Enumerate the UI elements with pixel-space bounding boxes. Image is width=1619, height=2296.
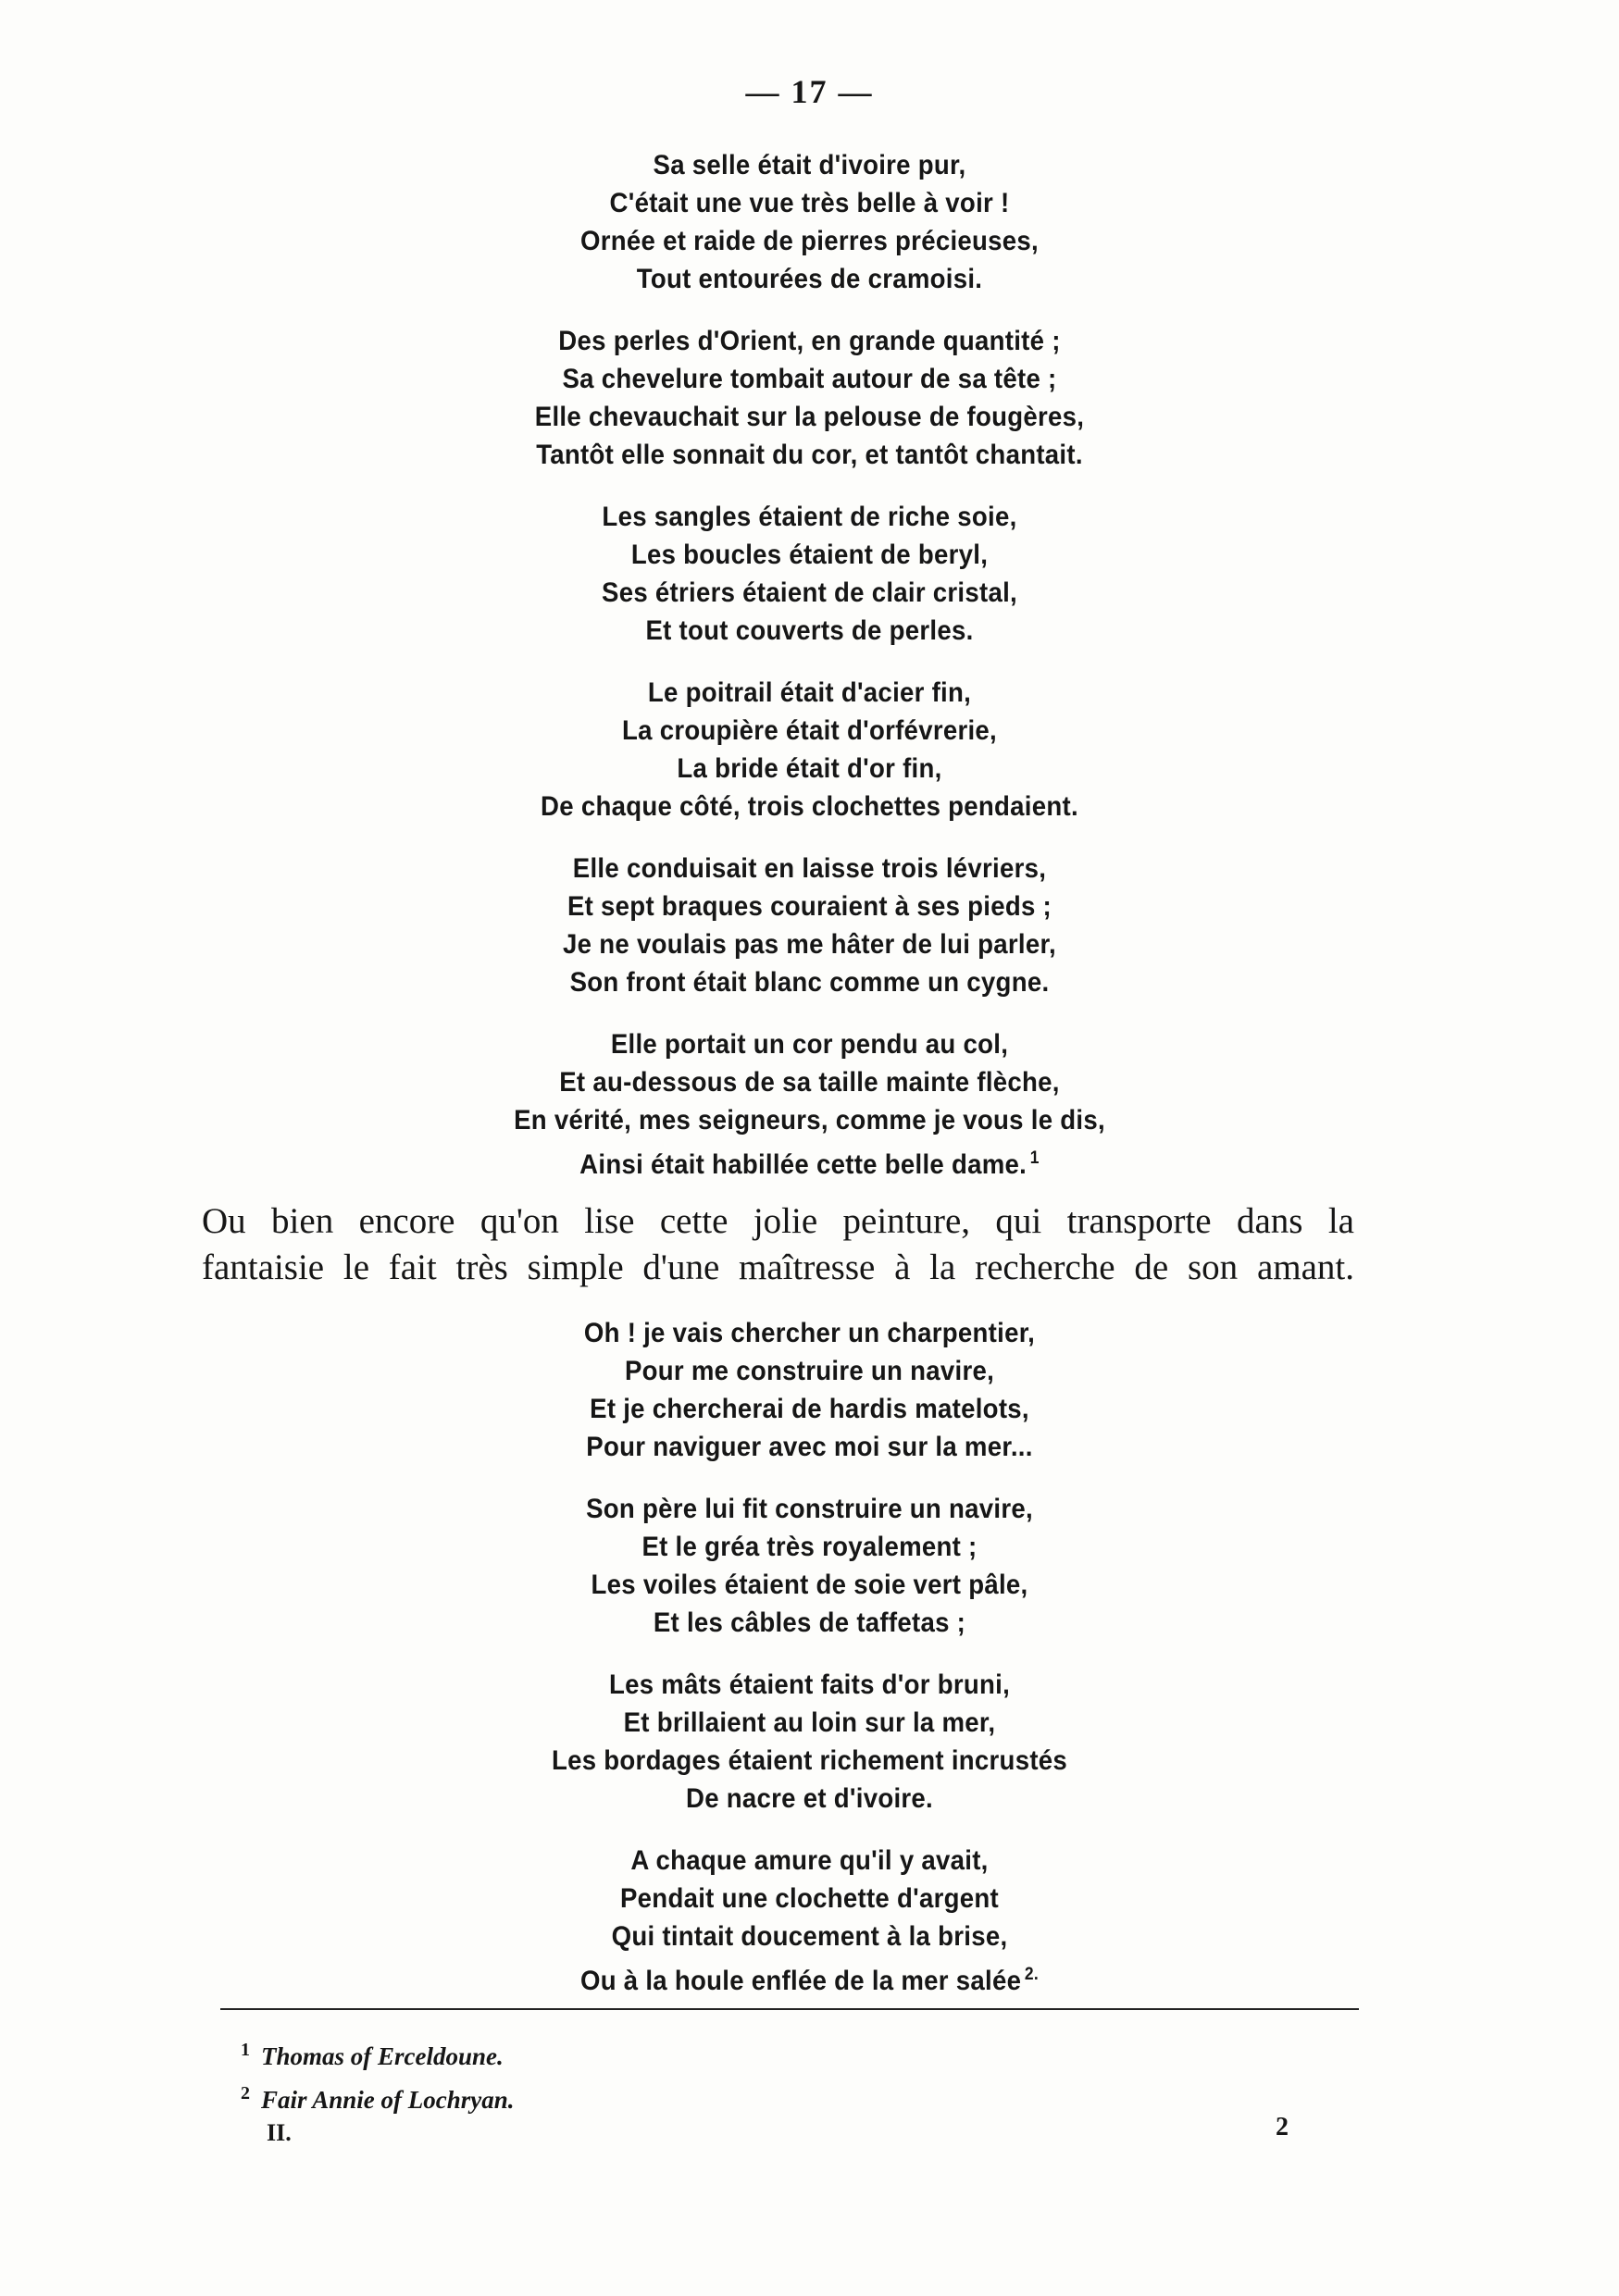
verse-line: Elle portait un cor pendu au col, xyxy=(610,1029,1009,1060)
verse-line: Et les câbles de taffetas ; xyxy=(653,1607,966,1638)
verse-line: A chaque amure qu'il y avait, xyxy=(630,1845,989,1876)
stanza xyxy=(0,146,1619,298)
footnote-1: $^1$ Thomas of Erceldoune. xyxy=(241,2040,504,2070)
verse-line: Des perles d'Orient, en grande quantité ; xyxy=(558,326,1061,356)
verse-line: Qui tintait doucement à la brise, xyxy=(611,1921,1008,1952)
signature-mark: II. xyxy=(267,2119,292,2146)
verse-line: Ainsi était habillée cette belle dame. $^1$ xyxy=(579,1148,1040,1180)
stanza xyxy=(0,1314,1619,1466)
verse-line: Pour naviguer avec moi sur la mer... xyxy=(586,1432,1033,1462)
verse-line: Pendait une clochette d'argent xyxy=(620,1883,999,1914)
verse-line: Les boucles étaient de beryl, xyxy=(630,540,989,570)
verse-line: La bride était d'or fin, xyxy=(677,753,942,784)
footnote-reference: 2. xyxy=(1024,1965,1040,1984)
verse-line: Les bordages étaient richement incrustés xyxy=(551,1745,1068,1776)
verse-line: Elle conduisait en laisse trois lévriers, xyxy=(572,853,1047,884)
verse-line: C'était une vue très belle à voir ! xyxy=(609,188,1010,218)
verse-line: Le poitrail était d'acier fin, xyxy=(647,677,972,708)
verse-line: Ornée et raide de pierres précieuses, xyxy=(579,226,1039,256)
verse-line: De nacre et d'ivoire. xyxy=(685,1783,934,1814)
verse-line: Et le gréa très royalement ; xyxy=(641,1532,978,1562)
verse-line: Les sangles étaient de riche soie, xyxy=(602,502,1017,532)
page-number: — 17 — xyxy=(745,73,874,110)
footnotes xyxy=(241,2031,515,2118)
verse-line: Et sept braques couraient à ses pieds ; xyxy=(567,891,1052,922)
verse-line: Les voiles étaient de soie vert pâle, xyxy=(591,1570,1028,1600)
verse-line: Et au-dessous de sa taille mainte flèche, xyxy=(559,1067,1060,1098)
poem-first xyxy=(0,146,1619,1208)
verse-line: Tout entourées de cramoisi. xyxy=(636,264,983,294)
footnote-2: $^2$ Fair Annie of Lochryan. xyxy=(241,2083,515,2114)
prose-paragraph xyxy=(202,1198,1354,1291)
verse-line: Son front était blanc comme un cygne. xyxy=(569,967,1050,998)
verse-line: Sa selle était d'ivoire pur, xyxy=(653,150,966,180)
verse-line: Ou à la houle enflée de la mer salée $^{2.}$ xyxy=(579,1965,1040,1996)
stanza xyxy=(0,1025,1619,1184)
poem-second xyxy=(0,1314,1619,2024)
verse-line: Et je chercherai de hardis matelots, xyxy=(590,1394,1029,1424)
verse-line: Et brillaient au loin sur la mer, xyxy=(623,1707,996,1738)
sheet-number: 2 xyxy=(1276,2113,1289,2141)
verse-line: Pour me construire un navire, xyxy=(624,1356,995,1386)
verse-line: Tantôt elle sonnait du cor, et tantôt chantait. xyxy=(536,440,1083,470)
verse-line: Oh ! je vais chercher un charpentier, xyxy=(583,1318,1036,1348)
stanza xyxy=(0,1490,1619,1642)
verse-line: Ses étriers étaient de clair cristal, xyxy=(602,577,1017,608)
verse-line: De chaque côté, trois clochettes pendaient. xyxy=(541,791,1078,822)
stanza xyxy=(0,850,1619,1001)
stanza xyxy=(0,1842,1619,2000)
footnote-rule xyxy=(220,2008,1359,2010)
verse-line: Son père lui fit construire un navire, xyxy=(586,1494,1033,1524)
verse-line: Je ne voulais pas me hâter de lui parler, xyxy=(563,929,1056,960)
stanza xyxy=(0,674,1619,825)
prose-line: fantaisie le fait très simple d'une maîtresse à la recherche de son amant. xyxy=(202,1247,1354,1287)
verse-line: La croupière était d'orfévrerie, xyxy=(621,715,998,746)
footnote-reference: 1 xyxy=(1029,1148,1040,1168)
stanza xyxy=(0,1666,1619,1818)
verse-line: Sa chevelure tombait autour de sa tête ; xyxy=(562,364,1057,394)
verse-line: Elle chevauchait sur la pelouse de fougères, xyxy=(534,402,1085,432)
verse-line: En vérité, mes seigneurs, comme je vous le dis, xyxy=(514,1105,1105,1136)
verse-line: Les mâts étaient faits d'or bruni, xyxy=(608,1669,1011,1700)
stanza xyxy=(0,322,1619,474)
stanza xyxy=(0,498,1619,650)
verse-line: Et tout couverts de perles. xyxy=(645,615,974,646)
prose-line: Ou bien encore qu'on lise cette jolie peinture, qui transporte dans la xyxy=(202,1201,1354,1241)
